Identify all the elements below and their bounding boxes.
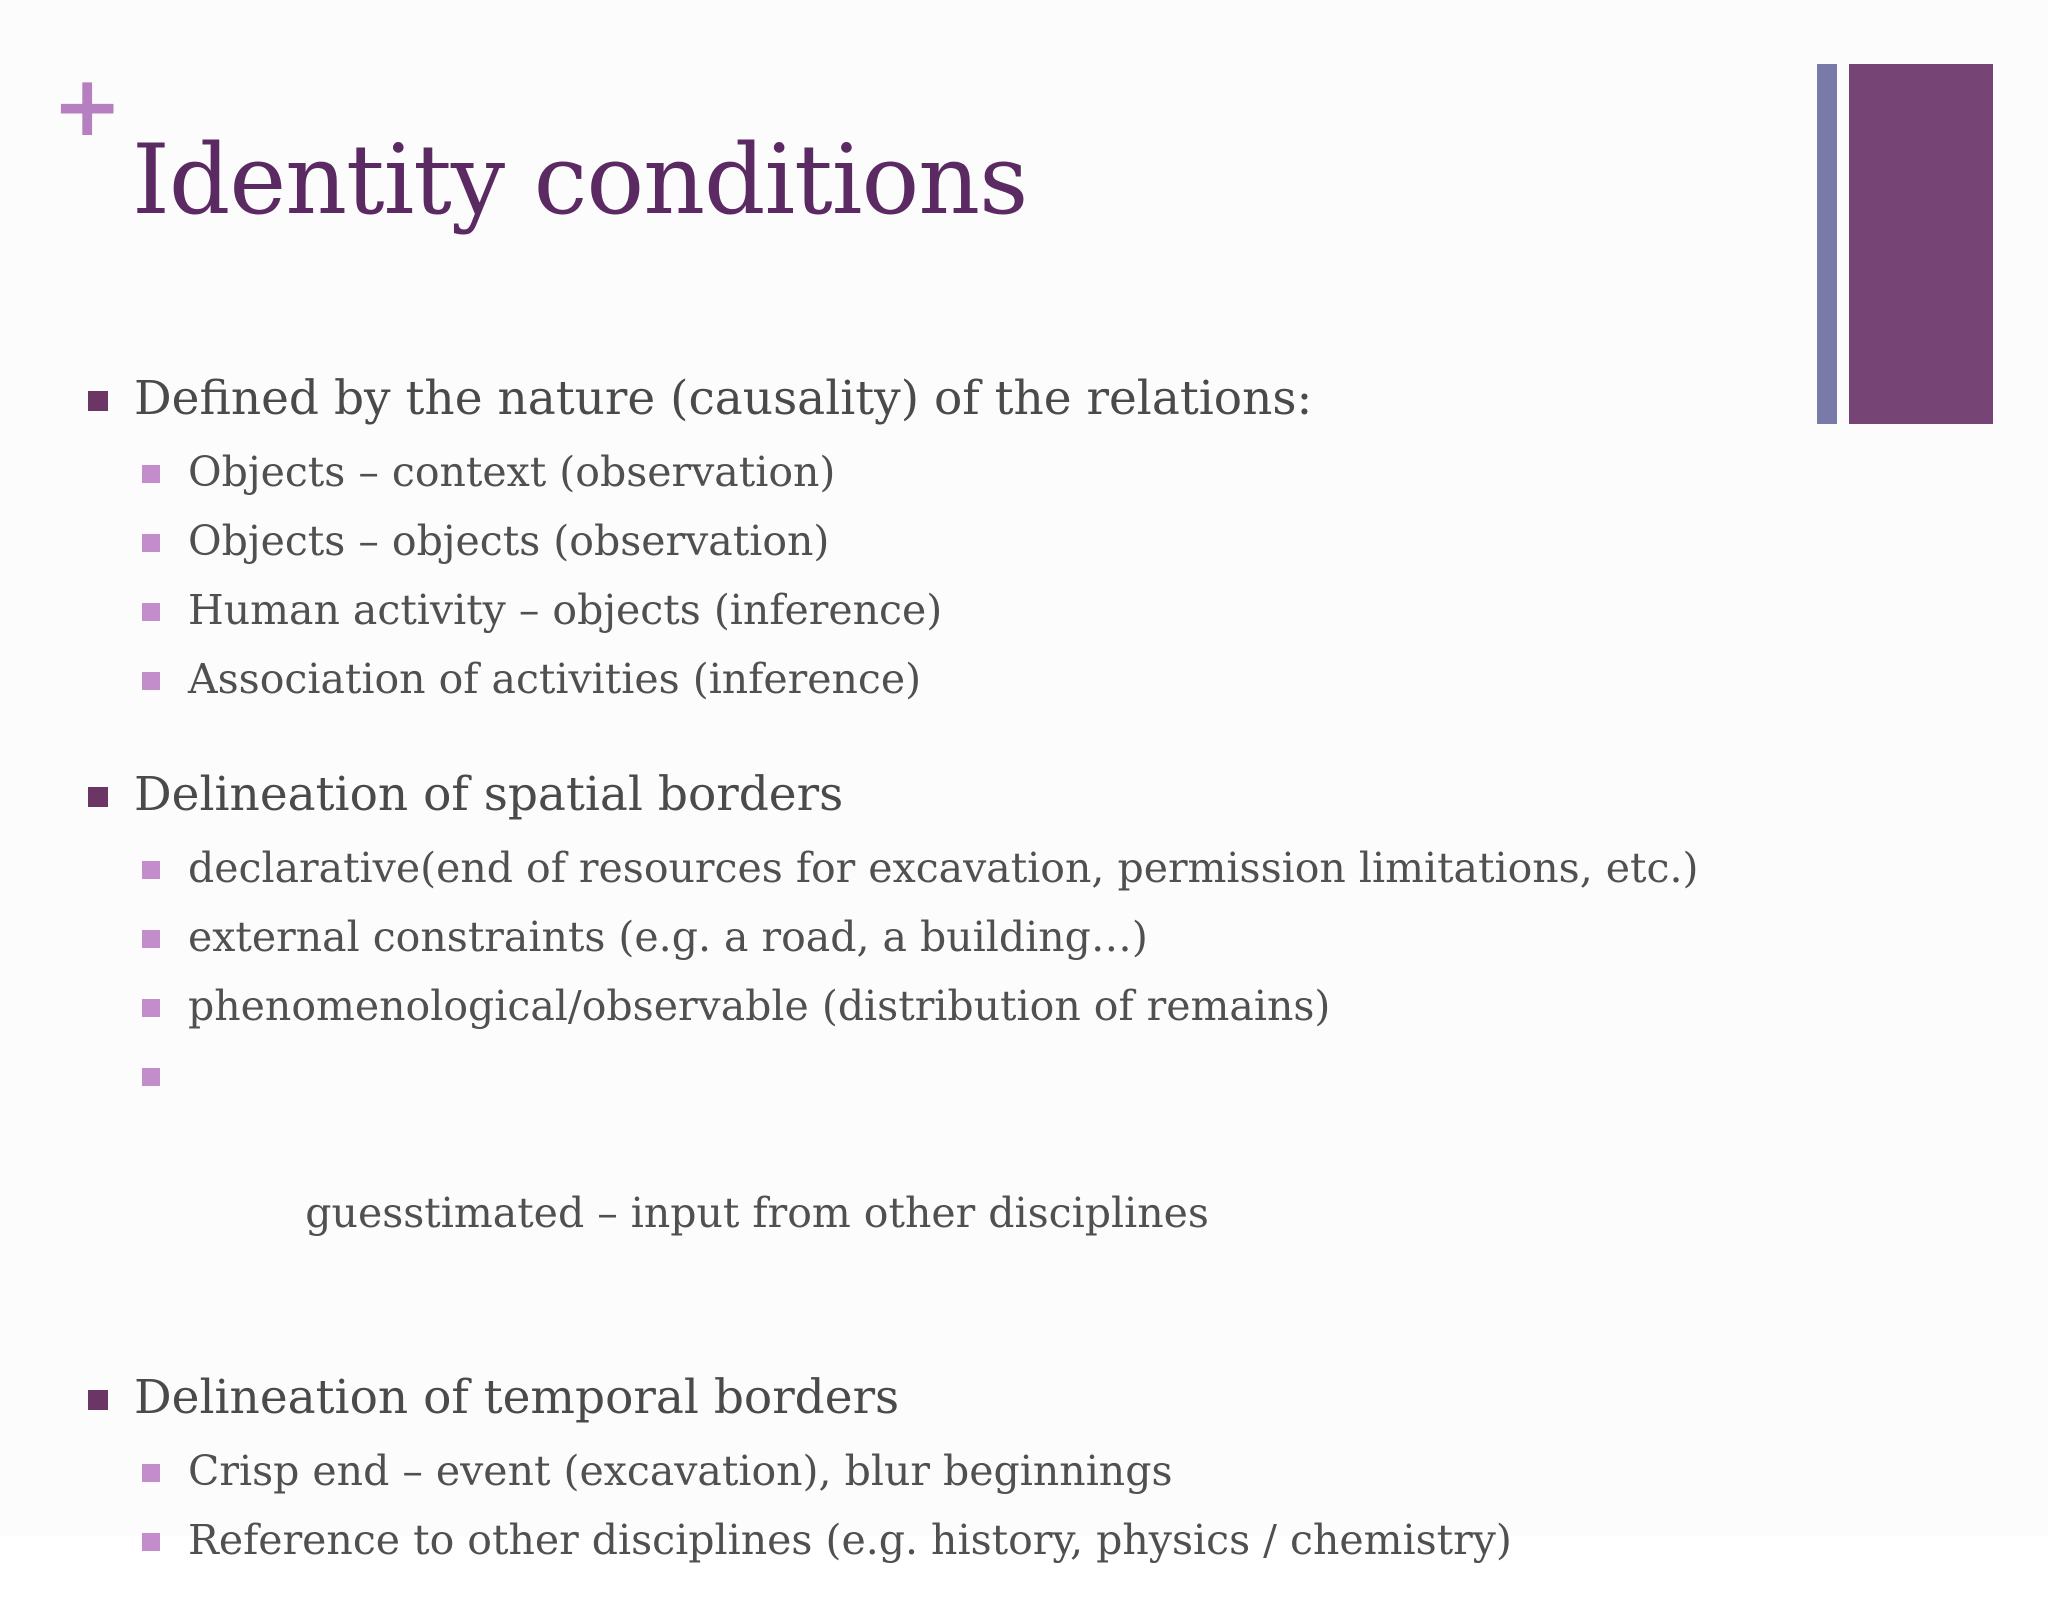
- plus-mark-icon: +: [52, 57, 123, 155]
- bullet-level2: [86, 1437, 1826, 1506]
- square-bullet-icon: [142, 999, 160, 1017]
- bullet-level2: [86, 903, 1826, 972]
- square-bullet-icon: [142, 534, 160, 552]
- slide-content: [86, 360, 1826, 1617]
- square-bullet-icon: [142, 861, 160, 879]
- bullet-text: Defined by the nature (causality) of the relations:: [134, 371, 1313, 426]
- square-bullet-icon: [142, 603, 160, 621]
- square-bullet-icon: [142, 1533, 160, 1551]
- square-bullet-icon: [142, 930, 160, 948]
- bullet-level2: [86, 576, 1826, 645]
- bullet-level1: [86, 756, 1826, 834]
- square-bullet-icon: [88, 391, 108, 411]
- section-relations: [86, 360, 1826, 714]
- bullet-level2: [86, 972, 1826, 1041]
- bullet-text: Objects – context (observation): [188, 448, 836, 496]
- section-spatial-borders: [86, 756, 1826, 1317]
- bullet-text: phenomenological/observable (distribution of remains): [188, 982, 1331, 1030]
- bullet-level2: [86, 507, 1826, 576]
- bullet-text: declarative(end of resources for excavation, permission limitations, etc.): [188, 844, 1699, 892]
- bullet-text: external constraints (e.g. a road, a building…): [188, 913, 1148, 961]
- bullet-level2: [86, 834, 1826, 903]
- bullet-level2: [86, 645, 1826, 714]
- bullet-text: Reference to other disciplines (e.g. history, physics / chemistry): [188, 1516, 1512, 1564]
- bullet-text: Delineation of spatial borders: [134, 767, 844, 822]
- square-bullet-icon: [142, 465, 160, 483]
- section-temporal-borders: [86, 1359, 1826, 1575]
- bullet-level1: [86, 1359, 1826, 1437]
- slide-title: Identity conditions: [132, 124, 1028, 236]
- bullet-level2: [86, 1041, 1826, 1317]
- square-bullet-icon: [88, 787, 108, 807]
- square-bullet-icon: [142, 1068, 160, 1086]
- bullet-level2: [86, 438, 1826, 507]
- bullet-text: Association of activities (inference): [188, 655, 922, 703]
- square-bullet-icon: [142, 672, 160, 690]
- square-bullet-icon: [88, 1390, 108, 1410]
- accent-bar-thick: [1849, 64, 1993, 424]
- bullet-text: guesstimated – input from other disciplines: [292, 1189, 1209, 1237]
- bullet-level2: [86, 1506, 1826, 1575]
- bullet-text: Crisp end – event (excavation), blur beginnings: [188, 1447, 1173, 1495]
- square-bullet-icon: [142, 1464, 160, 1482]
- bullet-level1: [86, 360, 1826, 438]
- bullet-text: Delineation of temporal borders: [134, 1370, 900, 1425]
- bullet-text: Objects – objects (observation): [188, 517, 830, 565]
- bullet-text: Human activity – objects (inference): [188, 586, 943, 634]
